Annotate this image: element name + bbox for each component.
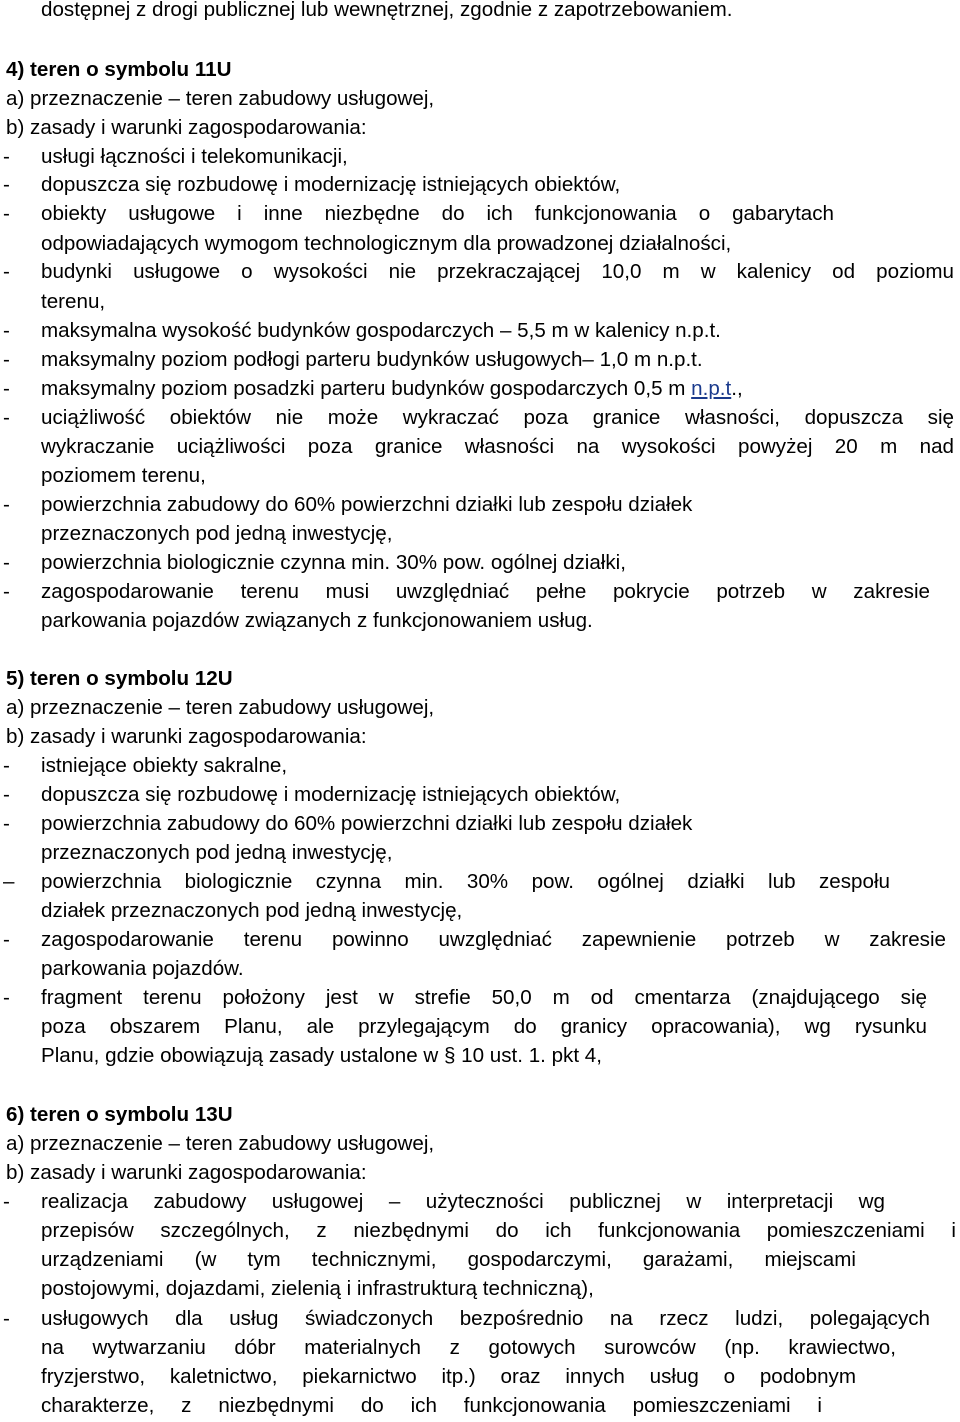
- list-item-continuation: terenu,: [41, 290, 106, 313]
- bullet-dash: -: [3, 1190, 10, 1213]
- list-item-text: fragment terenu położony jest w strefie 50,0 m od cmentarza (znajdującego się: [41, 986, 927, 1009]
- section-purpose: a) przeznaczenie – teren zabudowy usługowej,: [6, 1132, 435, 1155]
- list-item: [0, 1305, 960, 1333]
- list-item-text: obiekty usługowe i inne niezbędne do ich funkcjonowania o gabarytach: [41, 202, 834, 225]
- list-item-text: realizacja zabudowy usługowej – użyteczności publicznej w interpretacji wg: [41, 1190, 885, 1213]
- bullet-dash: -: [3, 173, 10, 196]
- list-item-text: maksymalna wysokość budynków gospodarczych – 5,5 m w kalenicy n.p.t.: [41, 319, 721, 342]
- list-item-text: zagospodarowanie terenu powinno uwzględniać zapewnienie potrzeb w zakresie: [41, 928, 946, 951]
- list-item-continuation: fryzjerstwo, kaletnictwo, piekarnictwo itp.) oraz innych usług o podobnym: [41, 1365, 856, 1388]
- list-item: [0, 810, 960, 838]
- bullet-dash: -: [3, 928, 10, 951]
- text-line: dostępnej z drogi publicznej lub wewnętrznej, zgodnie z zapotrzebowaniem.: [41, 0, 733, 21]
- list-item: [0, 143, 960, 171]
- list-item-text: dopuszcza się rozbudowę i modernizację istniejących obiektów,: [41, 783, 621, 806]
- list-item-continuation: wykraczanie uciążliwości poza granice własności na wysokości powyżej 20 m nad: [41, 435, 954, 458]
- list-item: [0, 375, 960, 403]
- list-item-continuation: poza obszarem Planu, ale przylegającym do granicy opracowania), wg rysunku: [41, 1015, 927, 1038]
- list-item: [0, 404, 960, 432]
- bullet-dash: -: [3, 260, 10, 283]
- list-item: [0, 578, 960, 606]
- bullet-dash: -: [3, 551, 10, 574]
- bullet-dash: -: [3, 1307, 10, 1330]
- section-rules-title: b) zasady i warunki zagospodarowania:: [6, 1161, 367, 1184]
- list-item-continuation: działek przeznaczonych pod jedną inwestycję,: [41, 899, 463, 922]
- list-item: [0, 491, 960, 519]
- list-item: [0, 868, 960, 896]
- list-item-continuation: odpowiadających wymogom technologicznym dla prowadzonej działalności,: [41, 232, 732, 255]
- bullet-dash: -: [3, 377, 10, 400]
- list-item: [0, 926, 960, 954]
- list-item: [0, 752, 960, 780]
- list-item: [0, 549, 960, 577]
- list-item: [0, 171, 960, 199]
- bullet-dash: -: [3, 406, 10, 429]
- section-heading: 4) teren o symbolu 11U: [6, 58, 232, 81]
- list-item: [0, 200, 960, 228]
- list-item: [0, 1188, 960, 1216]
- list-item-text: dopuszcza się rozbudowę i modernizację istniejących obiektów,: [41, 173, 621, 196]
- section-rules-title: b) zasady i warunki zagospodarowania:: [6, 116, 367, 139]
- bullet-dash: -: [3, 580, 10, 603]
- list-item-continuation: przeznaczonych pod jedną inwestycję,: [41, 841, 393, 864]
- bullet-dash: –: [3, 870, 15, 893]
- list-item: [0, 984, 960, 1012]
- list-item-continuation: parkowania pojazdów.: [41, 957, 244, 980]
- section-heading: 5) teren o symbolu 12U: [6, 667, 233, 690]
- list-item-text: powierzchnia zabudowy do 60% powierzchni działki lub zespołu działek: [41, 493, 693, 516]
- bullet-dash: -: [3, 348, 10, 371]
- list-item: [0, 258, 960, 286]
- list-item-text: powierzchnia zabudowy do 60% powierzchni działki lub zespołu działek: [41, 812, 693, 835]
- list-item-text: maksymalny poziom podłogi parteru budynków usługowych– 1,0 m n.p.t.: [41, 348, 703, 371]
- list-item-continuation: urządzeniami (w tym technicznymi, gospodarczymi, garażami, miejscami: [41, 1248, 856, 1271]
- section-heading: 6) teren o symbolu 13U: [6, 1103, 233, 1126]
- list-item-text: budynki usługowe o wysokości nie przekraczającej 10,0 m w kalenicy od poziomu: [41, 260, 954, 283]
- section-purpose: a) przeznaczenie – teren zabudowy usługowej,: [6, 696, 435, 719]
- list-item-continuation: poziomem terenu,: [41, 464, 206, 487]
- list-item-text: uciążliwość obiektów nie może wykraczać poza granice własności, dopuszcza się: [41, 406, 954, 429]
- list-item: [0, 781, 960, 809]
- bullet-dash: -: [3, 202, 10, 225]
- bullet-dash: -: [3, 493, 10, 516]
- section-purpose: a) przeznaczenie – teren zabudowy usługowej,: [6, 87, 435, 110]
- list-item-continuation: Planu, gdzie obowiązują zasady ustalone w § 10 ust. 1. pkt 4,: [41, 1044, 602, 1067]
- list-item-continuation: parkowania pojazdów związanych z funkcjonowaniem usług.: [41, 609, 593, 632]
- list-item-continuation: charakterze, z niezbędnymi do ich funkcjonowania pomieszczeniami i: [41, 1394, 822, 1417]
- list-item-text: [41, 375, 960, 403]
- list-item-text: powierzchnia biologicznie czynna min. 30% pow. ogólnej działki lub zespołu: [41, 870, 890, 893]
- list-item-continuation: przepisów szczególnych, z niezbędnymi do ich funkcjonowania pomieszczeniami i: [41, 1219, 956, 1242]
- list-item-text: zagospodarowanie terenu musi uwzględniać pełne pokrycie potrzeb w zakresie: [41, 580, 930, 603]
- list-item: [0, 317, 960, 345]
- list-item-text: powierzchnia biologicznie czynna min. 30% pow. ogólnej działki,: [41, 551, 626, 574]
- bullet-dash: -: [3, 145, 10, 168]
- list-item-continuation: postojowymi, dojazdami, zielenią i infrastrukturą techniczną),: [41, 1277, 594, 1300]
- bullet-dash: -: [3, 319, 10, 342]
- bullet-dash: -: [3, 986, 10, 1009]
- list-item: [0, 346, 960, 374]
- npt-link[interactable]: n.p.t: [691, 377, 732, 400]
- list-item-continuation: przeznaczonych pod jedną inwestycję,: [41, 522, 393, 545]
- list-item-text-tail: .,: [731, 377, 743, 400]
- bullet-dash: -: [3, 812, 10, 835]
- list-item-text: usługi łączności i telekomunikacji,: [41, 145, 348, 168]
- bullet-dash: -: [3, 783, 10, 806]
- list-item-continuation: na wytwarzaniu dóbr materialnych z gotowych surowców (np. krawiectwo,: [41, 1336, 896, 1359]
- list-item-text: istniejące obiekty sakralne,: [41, 754, 288, 777]
- list-item-text-main: maksymalny poziom posadzki parteru budynków gospodarczych 0,5 m: [41, 377, 692, 400]
- section-rules-title: b) zasady i warunki zagospodarowania:: [6, 725, 367, 748]
- bullet-dash: -: [3, 754, 10, 777]
- list-item-text: usługowych dla usług świadczonych bezpośrednio na rzecz ludzi, polegających: [41, 1307, 930, 1330]
